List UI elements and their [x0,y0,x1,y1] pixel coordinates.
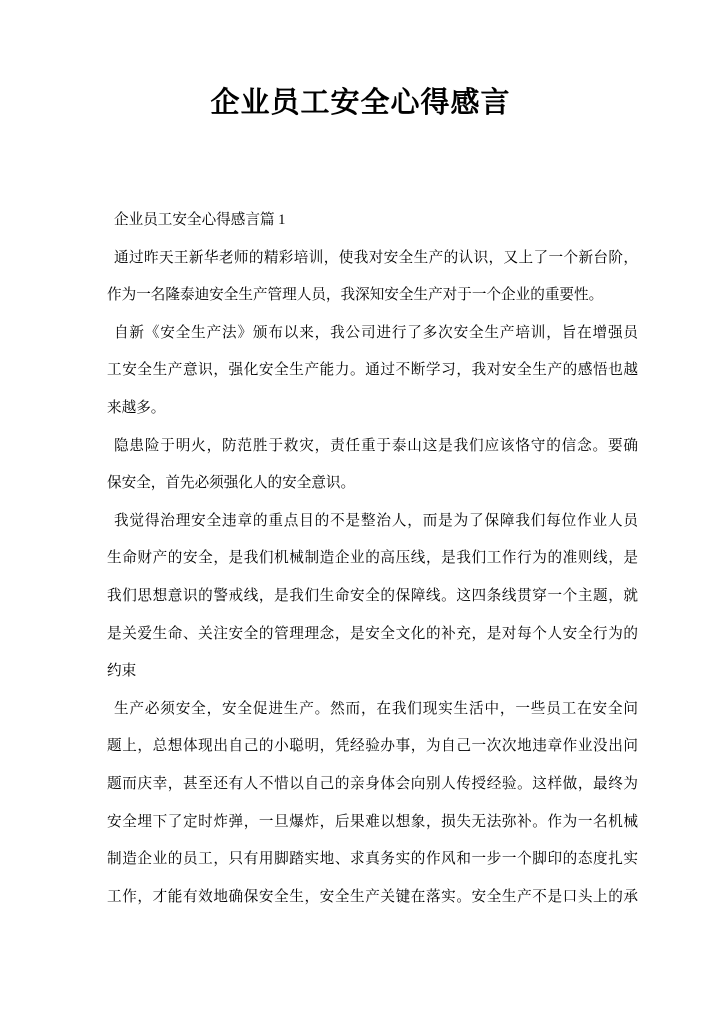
document-body [107,202,638,916]
body-line: 我们思想意识的警戒线，是我们生命安全的保障线。这四条线贯穿一个主题，就 [107,587,638,604]
document-title: 企业员工安全心得感言 [210,87,511,119]
body-line: 通过昨天王新华老师的精彩培训，使我对安全生产的认识，又上了一个新台阶， [114,249,638,266]
body-line: 来越多。 [107,399,166,416]
body-line: 生命财产的安全，是我们机械制造企业的高压线，是我们工作行为的准则线，是 [107,550,638,567]
body-line: 作为一名隆泰迪安全生产管理人员，我深知安全生产对于一个企业的重要性。 [107,287,604,304]
section-heading: 企业员工安全心得感言篇 1 [114,212,286,228]
body-line: 生产必须安全，安全促进生产。然而，在我们现实生活中，一些员工在安全问 [114,700,638,717]
body-line: 工作，才能有效地确保安全生，安全生产关键在落实。安全生产不是口头上的承 [107,888,638,905]
body-line: 题而庆幸，甚至还有人不惜以自己的亲身体会向别人传授经验。这样做，最终为 [107,775,638,792]
body-line: 是关爱生命、关注安全的管理理念，是安全文化的补充，是对每个人安全行为的 [107,625,638,642]
body-line: 隐患险于明火，防范胜于救灾，责任重于泰山这是我们应该恪守的信念。要确 [114,437,638,454]
body-line: 我觉得治理安全违章的重点目的不是整治人，而是为了保障我们每位作业人员 [114,512,638,529]
body-line: 题上，总想体现出自己的小聪明，凭经验办事，为自己一次次地违章作业没出问 [107,738,638,755]
body-line: 制造企业的员工，只有用脚踏实地、求真务实的作风和一步一个脚印的态度扎实 [107,851,638,868]
body-line: 工安全生产意识，强化安全生产能力。通过不断学习，我对安全生产的感悟也越 [107,362,638,379]
body-line: 自新《安全生产法》颁布以来，我公司进行了多次安全生产培训，旨在增强员 [114,324,638,341]
body-line: 安全埋下了定时炸弹，一旦爆炸，后果难以想象，损失无法弥补。作为一名机械 [107,813,638,830]
body-line: 保安全，首先必须强化人的安全意识。 [107,475,356,492]
body-line: 约束 [107,663,137,680]
